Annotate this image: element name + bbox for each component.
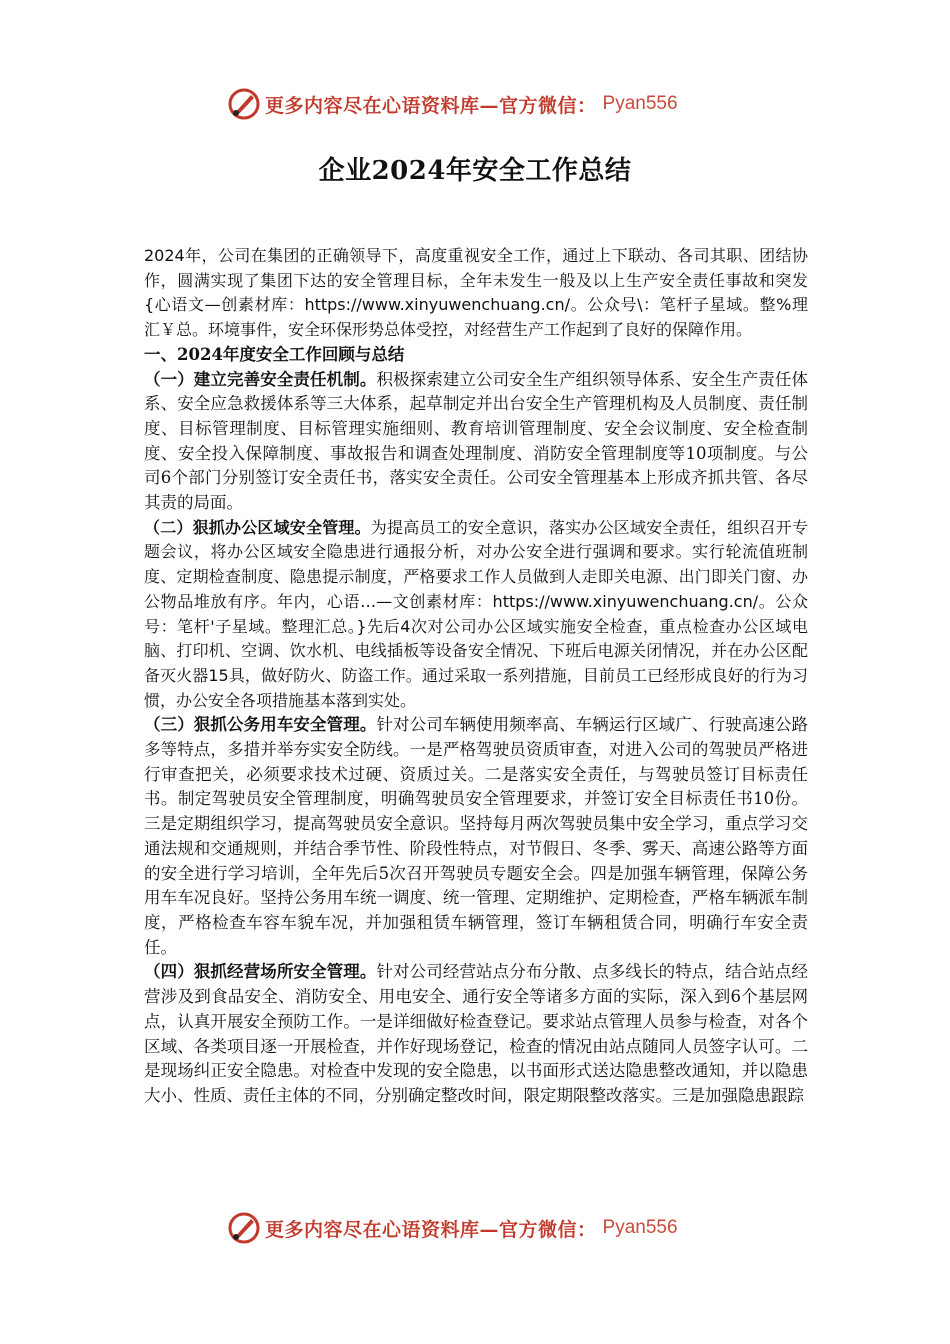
item-3-paragraph [144, 713, 808, 960]
intro-paragraph: 2024年，公司在集团的正确领导下，高度重视安全工作，通过上下联动、各司其职、团结协作，圆满实现了集团下达的安全管理目标，全年未发生一般及以上生产安全责任事故和突发{心语文—创素材库：https://www.xinyuwenchuang.cn/。公众号\：笔杆子星域。整%理汇￥总。环境事件，安全环保形势总体受控，对经营生产工作起到了良好的保障作用。 [144, 246, 808, 340]
item-1-paragraph [144, 368, 808, 516]
item-2-text: 为提高员工的安全意识，落实办公区域安全责任，组织召开专题会议，将办公区域安全隐患进行通报分析，对办公安全进行强调和要求。实行轮流值班制度、定期检查制度、隐患提示制度，严格要求工作人员做到人走即关电源、出门即关门窗、办公物品堆放有序。年内，心语…—文创素材库：https://www.xinyuwenchuang.cn/。公众号：笔杆'子星域。整理汇总。}先后4次对公司办公区域实施安全检查，重点检查办公区域电脑、打印机、空调、饮水机、电线插板等设备安全情况、下班后电源关闭情况，并在办公区配备灭火器15具，做好防火、防盗工作。通过采取一系列措施，目前员工已经形成良好的行为习惯，办公安全各项措施基本落到实处。 [144, 517, 808, 710]
item-4-paragraph [144, 960, 808, 1108]
document-body [144, 244, 808, 1109]
banner-text: 更多内容尽在心语资料库—官方微信： [265, 94, 597, 117]
banner-wechat-id: Pyan556 [602, 93, 678, 114]
brush-logo-icon [227, 1211, 261, 1245]
item-2-paragraph [144, 516, 808, 714]
document-title: 企业2024年安全工作总结 [318, 156, 632, 186]
item-2-lead: （二）狠抓办公区域安全管理。 [144, 517, 371, 537]
section-heading: 一、2024年度安全工作回顾与总结 [144, 344, 405, 364]
item-1-text: 积极探索建立公司安全生产组织领导体系、安全生产责任体系、安全应急救援体系等三大体系，起草制定并出台安全生产管理机构及人员制度、责任制度、目标管理制度、目标管理实施细则、教育培训管理制度、安全会议制度、安全检查制度、安全投入保障制度、事故报告和调查处理制度、消防安全管理制度等10项制度。与公司6个部门分别签订安全责任书，落实安全责任。公司安全管理基本上形成齐抓共管、各尽其责的局面。 [144, 369, 809, 513]
item-3-lead: （三）狠抓公务用车安全管理。 [144, 715, 377, 735]
brush-logo-icon [227, 87, 261, 121]
footer-banner [227, 1208, 678, 1248]
header-banner [227, 84, 678, 124]
item-4-text: 针对公司经营站点分布分散、点多线长的特点，结合站点经营涉及到食品安全、消防安全、用电安全、通行安全等诸多方面的实际，深入到6个基层网点，认真开展安全预防工作。一是详细做好检查登记。要求站点管理人员参与检查，对各个区域、各类项目逐一开展检查，并作好现场登记，检查的情况由站点随同人员签字认可。二是现场纠正安全隐患。对检查中发现的安全隐患，以书面形式送达隐患整改通知，并以隐患大小、性质、责任主体的不同，分别确定整改时间，限定期限整改落实。三是加强隐患跟踪 [144, 962, 809, 1105]
item-1-lead: （一）建立完善安全责任机制。 [144, 369, 377, 389]
item-4-lead: （四）狠抓经营场所安全管理。 [144, 962, 377, 982]
footer-banner-wechat-id: Pyan556 [602, 1217, 678, 1238]
item-3-text: 针对公司车辆使用频率高、车辆运行区域广、行驶高速公路多等特点，多措并举夯实安全防线。一是严格驾驶员资质审查，对进入公司的驾驶员严格进行审查把关，必须要求技术过硬、资质过关。二是落实安全责任，与驾驶员签订目标责任书。制定驾驶员安全管理制度，明确驾驶员安全管理要求，并签订安全目标责任书10份。三是定期组织学习，提高驾驶员安全意识。坚持每月两次驾驶员集中安全学习，重点学习交通法规和交通规则，并结合季节性、阶段性特点，对节假日、冬季、雾天、高速公路等方面的安全进行学习培训，全年先后5次召开驾驶员专题安全会。四是加强车辆管理，保障公务用车车况良好。坚持公务用车统一调度、统一管理、定期维护、定期检查，严格车辆派车制度，严格检查车容车貌车况，并加强租赁车辆管理，签订车辆租赁合同，明确行车安全责任。 [144, 715, 809, 957]
footer-banner-text: 更多内容尽在心语资料库—官方微信： [265, 1218, 597, 1241]
